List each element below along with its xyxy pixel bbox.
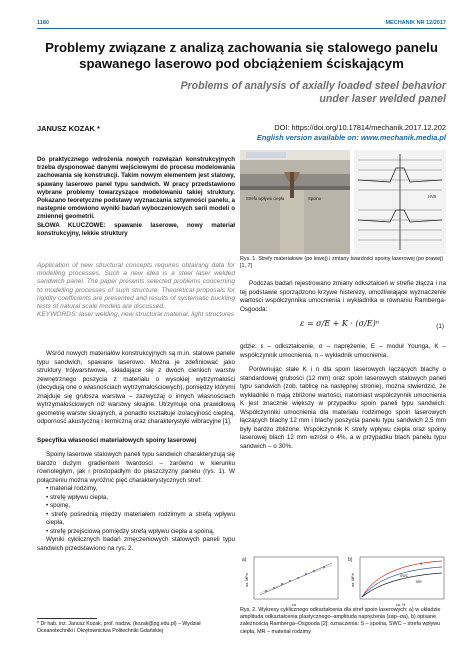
journal-name: MECHANIK NR 12/2017 [385,20,446,26]
english-version-link[interactable]: English version available on: www.mechanik.media.pl [256,133,446,142]
equation-number: (1) [436,323,444,330]
closing-paragraph: Wyniki cyklicznych badań zmęczeniowych stalowych paneli typu sandwich przedstawiono na rys. 2. [37,536,235,552]
label-haz: Strefa wpływu ciepła [246,196,285,201]
data-point [313,570,315,572]
equation-block [240,317,446,339]
list-item: • strefę przejściową pomiędzy strefą wpływu ciepła a spoiną. [46,528,235,537]
figure-1-image [240,150,446,254]
legend-s: S [420,562,423,566]
header-rule [37,28,446,29]
panel-a-label: a) [242,557,247,563]
figure-2-caption: Rys. 2. Wykresy cyklicznego odkształcenia dla stref spoin laserowych: a) w układzie amplituda odkształcenia plastycznego–amplituda naprężenia (εap–σa), b) opisane zależnością Ramberga–Osgooda [2]; oznaczenia: S – spoina, SWC – strefa wpływu ciepła, MR – materiał rodzimy [240,607,441,635]
keywords-polish: SŁOWA KLUCZOWE: spawanie laserowe, nowy materiał konstrukcyjny, lekkie struktury [37,221,235,237]
legend-swc: SWC [400,574,409,578]
figure-1-caption: Rys. 1. Strefy materiałowe (po lewej) i zmiany twardości spoiny laserowej (po prawej) [1, 7] [240,256,444,270]
data-point [289,580,291,582]
data-point [281,583,283,585]
abstract-polish [37,156,235,238]
list-item: • materiał rodzimy, [46,485,235,494]
data-point [305,573,307,575]
abstract-english [37,262,235,319]
right-body [240,280,446,451]
list-item: • strefę wpływu ciepła, [46,494,235,503]
data-point [273,587,275,589]
panel-b-label: b) [348,557,353,563]
footnote: * Dr hab. inż. Janusz Kozak, prof. nadzw. (kozak@pg.edu.pl) – Wydział Oceanotechniki i Okrętownictwa Politechniki Gdańskiej [37,621,201,634]
legend-mr: MR [416,580,422,584]
list-item: • strefę pośrednią między materiałem rodzimym a strefą wpływu ciepła, [46,511,235,528]
panel-a-frame [254,557,338,599]
title-english: Problems of analysis of axially loaded steel behavior under laser welded panel [180,80,446,105]
panel-a-ylabel: σa, MPa [245,573,249,587]
figure-1 [240,150,446,254]
zone-list [37,485,235,536]
weld-core [290,172,294,198]
keywords-english: KEYWORDS: laser welding, new structural material, light structures [37,311,235,319]
equation: ε = σ/E + K · (σ/E)ⁿ [300,319,379,328]
section-paragraph: Spoiny laserowe stalowych paneli typu sandwich charakteryzują się bardzo dużym gradientem twardości – zarówno w kierunku równoległym, jak i prostopadłym do płaszczyzny panelu (rys. 1). W połączeniu można wyróżnić pięć charakterystycznych stref: [37,451,235,484]
figure-2 [240,555,446,607]
list-item: • spoinę, [46,502,235,511]
label-hv5: HV5 [428,194,437,199]
label-weld: Spoina [308,196,322,201]
abstract-polish-text: Do praktycznego wdrożenia nowych rozwiązań konstrukcyjnych trzeba dysponować danymi wejściowymi do procesu modelowania zachowania się konstrukcji. Takim nowym elementem jest stalowy, spawany laserowo panel typu sandwich. W pracy przedstawiono wybrane problemy towarzyszące modelowaniu takiej struktury. Pokazano teoretyczne podstawy wyznaczania sztywności panelu, a następnie omówiono wyniki badań wyboczeniowych serii modeli o zmiennej geometrii. [37,156,235,221]
figure-2-image [240,555,446,607]
title-polish: Problemy związane z analizą zachowania się stalowego panelu spawanego laserowo pod obciążeniem ściskającym [45,40,438,71]
page-header [0,0,474,30]
doi-link[interactable]: DOI: https://doi.org/10.17814/mechanik.2017.12.202 [274,123,446,132]
right-paragraph-3: Porównując stałe K i n dla spoin laserowych łączących blachy o standardowej grubości (12 mm) oraz spoin laserowych stalowych paneli typu sandwich (zob. tablicę na następnej stronie), można stwierdzić, że wykładniki n mają zbliżone wartości, natomiast współczynnik umocnienia K jest znacznie większy w przypadku spoin paneli typu sandwich. Współczynniki umocnienia dla materiału rodzimego spoin laserowych łączących blachy 12 mm i blachy poszycia panelu typu sandwich 2,5 mm były bardzo zbliżone. Współczynnik K strefy wpływu ciepła oraz spoiny laserowej blach 12 mm wzrósł o 4%, a w przypadku blach panelu typu sandwich – o 30%. [240,366,446,450]
panel-b-ylabel: σa, MPa [351,573,355,587]
footnote-rule [37,618,97,619]
panel-a-xlabel: εa [292,603,296,607]
data-point [323,566,325,568]
doi-block [216,123,446,143]
abstract-english-text: Application of new structural concepts requires obtaining data for modelling processes. Such a new idea is a steel laser welded sandwich panel. The paper presents selected problems concerning to modelling processes of such structure. Theoretical proposals for rigidity coefficients are presented and results of systematic buckling tests of natural scale models are discussed. [37,262,235,311]
author: JANUSZ KOZAK * [37,124,100,133]
data-point [265,590,267,592]
intro-paragraph: Wśród nowych materiałów konstrukcyjnych są m.in. stalowe panele typu sandwich, spawane laserowo. Można je zdefiniować jako struktury trójwarstwowe, składające się z dwóch cienkich warstw zewnętrznego poszycia z materiału o wysokiej wytrzymałości (decydują one o własnościach wytrzymałościowych), pomiędzy którymi znajduje się grubsza warstwa – zazwyczaj o innych własnościach wytrzymałościowych niż warstwy skrajne. Utrzymuje ona prawidłową geometrię warstw skrajnych, a ponadto kształtuje izolacyjność cieplną, odporność akustyczną i termiczną oraz charakterystyki wibracyjne [1]. [37,350,235,425]
page-number: 1180 [37,20,49,26]
section-title: Specyfika własności materiałowych spoiny laserowej [37,436,197,444]
face-sheet-edge [240,186,350,190]
panel-b-xlabel: εa, % [396,603,406,607]
inset-sandwich [246,152,286,158]
right-paragraph-2: gdzie: ε – odkształcenie, σ – naprężenie, E – moduł Younga, K – współczynnik umocnienia, n – wykładnik umocnienia. [240,343,446,359]
panel-b-frame [360,557,444,599]
left-body [37,350,235,553]
right-paragraph-1: Podczas badań rejestrowano zmiany odkształceń w strefie złącza i na tej podstawie sporządzono krzywe histerezy, umożliwiające wyznaczenie wartości współczynnika umocnienia i wykładnika w równaniu Ramberga-Osgooda: [240,280,446,313]
data-point [297,577,299,579]
